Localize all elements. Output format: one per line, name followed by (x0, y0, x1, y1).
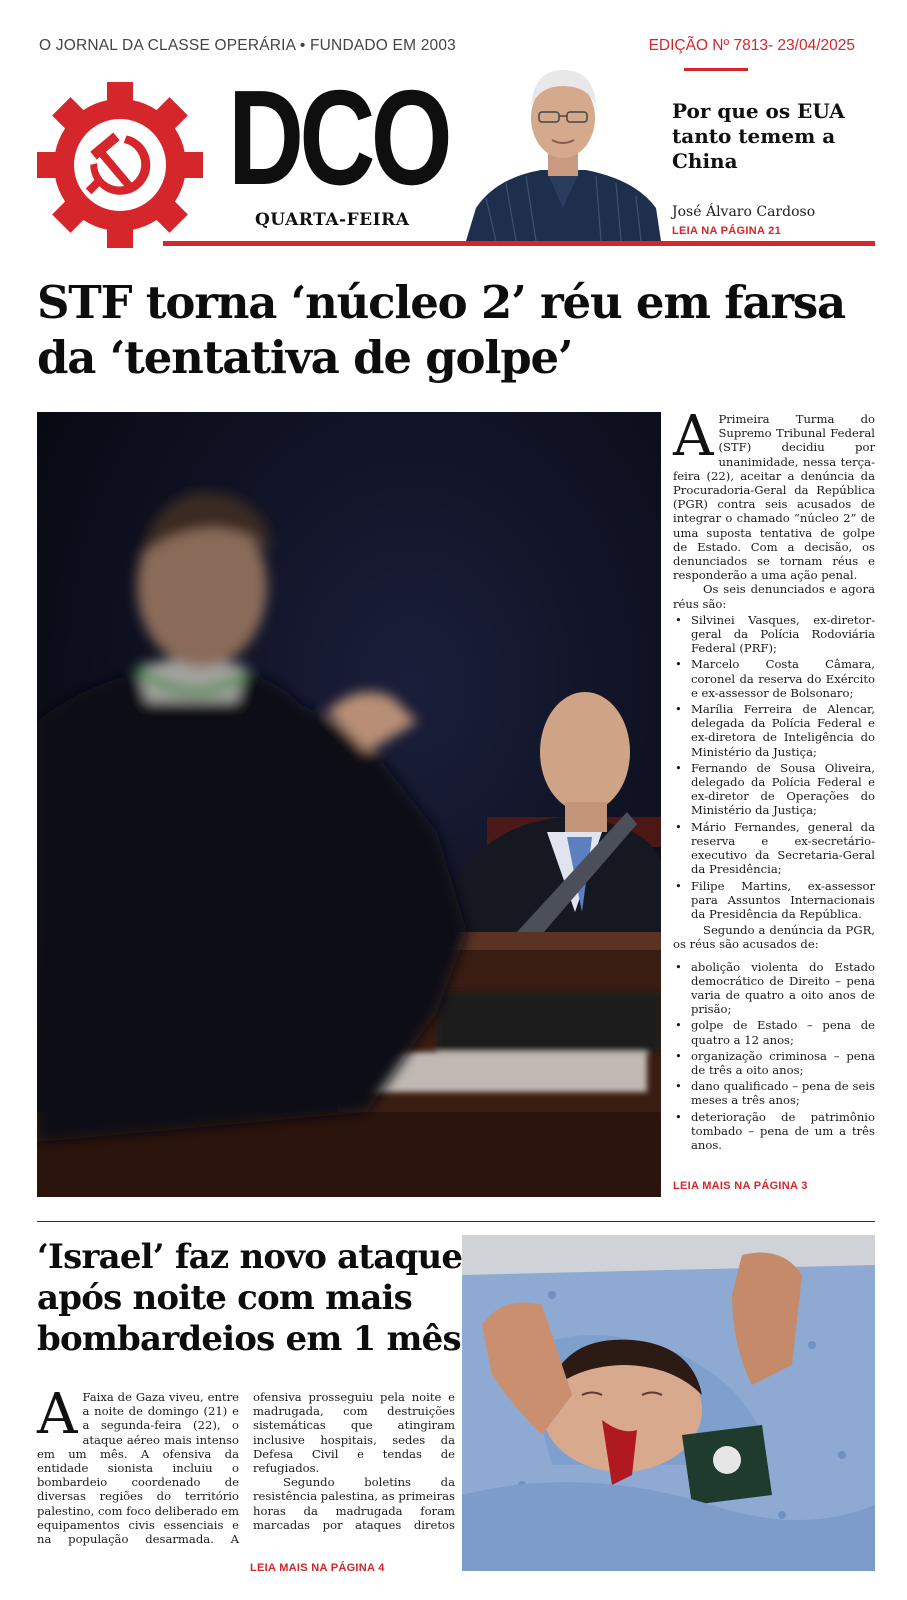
edition-date: EDIÇÃO Nº 7813- 23/04/2025 (648, 37, 855, 54)
second-read-more-link[interactable]: LEIA MAIS NA PÁGINA 4 (250, 1562, 385, 1574)
list-item: • organização criminosa – pena de três a oito anos; (673, 1049, 875, 1077)
main-article-body (673, 404, 875, 1154)
feature-headline[interactable]: Por que os EUA tanto temem a China (672, 99, 845, 173)
list-item: • abolição violenta do Estado democrático de Direito – pena varia de quatro a oito anos de prisão; (673, 960, 875, 1017)
masthead-divider (163, 241, 875, 246)
second-headline[interactable]: ‘Israel’ faz novo ataque após noite com mais bombardeios em 1 mês (37, 1237, 463, 1359)
list-item: • Marcelo Costa Câmara, coronel da reserva do Exército e ex-assessor de Bolsonaro; (673, 657, 875, 700)
dropcap: A (673, 404, 714, 469)
defendants-intro: Os seis denunciados e agora réus são: (673, 582, 875, 611)
columnist-portrait (466, 58, 661, 241)
main-lead-paragraph: Primeira Turma do Supremo Tribunal Federal (STF) decidiu por unanimidade, nessa terça-feira (22), aceitar a denúncia da Procuradoria-Geral da República (PGR) contra seis acusados de integrar o chamado “núcleo 2” de uma suposta tentativa de golpe de Estado. Com a decisão, os denunciados se tornam réus e responderão a uma ação penal. (673, 412, 875, 583)
list-item: • Fernando de Sousa Oliveira, delegado da Polícia Federal e ex-diretor de Operações do Ministério da Justiça; (673, 761, 875, 818)
charges-list (673, 960, 875, 1153)
list-item: • golpe de Estado – pena de quatro a 12 anos; (673, 1018, 875, 1046)
weekday-label: QUARTA-FEIRA (255, 210, 410, 230)
tagline: O JORNAL DA CLASSE OPERÁRIA • FUNDADO EM 2003 (39, 37, 456, 54)
second-paragraph-1: Faixa de Gaza viveu, entre a noite de domingo (21) e a segunda-feira (22), o ataque aéreo mais intenso em um mês. A ofensiva da entidade sionista incluiu o bombardeio coordenado de diversas regiões do território palestino, com foco deliberado em equipamentos civis essenciais e na população desarmada. A ofensiva prosseguiu pela noite e madrugada, com destruições sistemáticas que atingiram inclusive hospitais, sedes da Defesa Civil e tendas de refugiados. (37, 1390, 455, 1547)
list-item: • dano qualificado – pena de seis meses a três anos; (673, 1079, 875, 1107)
charges-intro: Segundo a denúncia da PGR, os réus são acusados de: (673, 923, 875, 952)
list-item: • Silvinei Vasques, ex-diretor-geral da Polícia Rodoviária Federal (PRF); (673, 613, 875, 656)
second-paragraph-2: Segundo boletins da resistência palestina, as primeiras horas da madrugada foram marcadas por ataques diretos (253, 1475, 455, 1532)
list-item: • Marília Ferreira de Alencar, delegada da Polícia Federal e ex-diretora de Inteligência do Ministério da Justiça; (673, 702, 875, 759)
feature-read-link[interactable]: LEIA NA PÁGINA 21 (672, 225, 782, 237)
edition-underline (684, 68, 748, 71)
list-item: • Filipe Martins, ex-assessor para Assuntos Internacionais da Presidência da República. (673, 879, 875, 922)
masthead-logo-text: DCO (228, 62, 448, 213)
second-article-body (37, 1382, 455, 1552)
list-item: • Mário Fernandes, general da reserva e ex-secretário-executivo da Secretaria-Geral da Presidência; (673, 820, 875, 877)
gear-hammer-sickle-logo (37, 82, 203, 248)
gaza-child-photo (462, 1235, 875, 1571)
court-session-photo (37, 412, 661, 1197)
main-headline[interactable]: STF torna ‘núcleo 2’ réu em farsa da ‘tentativa de golpe’ (37, 276, 845, 384)
section-divider (37, 1221, 875, 1222)
dropcap: A (37, 1382, 78, 1447)
feature-author: José Álvaro Cardoso (672, 204, 816, 220)
defendants-list (673, 613, 875, 921)
list-item: • deterioração de patrimônio tombado – pena de um a três anos. (673, 1110, 875, 1153)
main-read-more-link[interactable]: LEIA MAIS NA PÁGINA 3 (673, 1180, 808, 1192)
